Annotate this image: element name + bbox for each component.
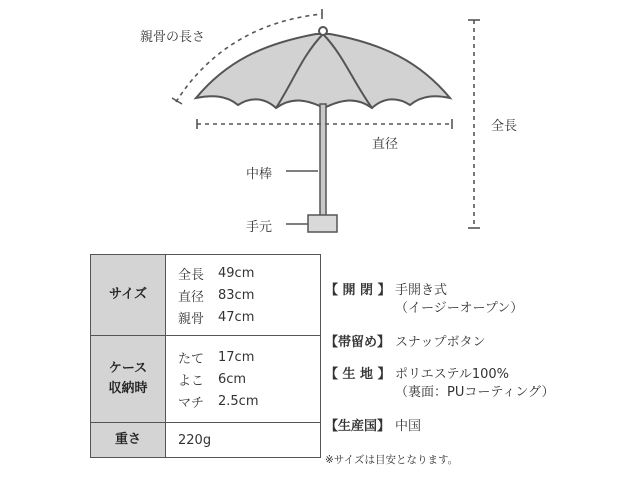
case-values (166, 336, 321, 423)
info-fabric-value: ポリエステル100% (395, 367, 509, 382)
case-header-line2: 収納時 (108, 381, 148, 396)
weight-value: 220g (166, 423, 321, 458)
umbrella-tip (319, 27, 327, 35)
info-fabric-value-2: （裏面：PUコーティング） (395, 385, 555, 400)
spec-value: 47cm (218, 309, 255, 325)
spec-table (90, 254, 321, 458)
umbrella-shaft (320, 104, 326, 216)
spec-key: 直径 (178, 289, 205, 305)
spec-key: 全長 (178, 267, 205, 283)
info-strap-label: 【帯留め】 (325, 335, 391, 350)
info-origin-label: 【生産国】 (325, 419, 391, 434)
size-section (91, 255, 321, 336)
info-opening-value-2: （イージーオープン） (395, 301, 524, 316)
spec-key: よこ (178, 373, 205, 389)
weight-header: 重さ (91, 423, 166, 458)
rib-length-label: 親骨の長さ (140, 30, 206, 45)
spec-row (178, 346, 320, 368)
spec-value: 17cm (218, 349, 255, 365)
spec-value: 2.5cm (218, 393, 259, 409)
shaft-label: 中棒 (246, 167, 273, 182)
umbrella-canopy (196, 34, 450, 108)
info-opening-value: 手開き式 (395, 283, 448, 298)
case-header (91, 336, 166, 423)
total-length-label: 全長 (491, 119, 518, 134)
spec-key: 親骨 (178, 311, 205, 327)
spec-row (178, 368, 320, 390)
umbrella-handle (308, 215, 337, 232)
info-strap-value: スナップボタン (395, 335, 486, 350)
info-fabric-label: 【 生 地 】 (325, 367, 391, 382)
spec-key: マチ (178, 395, 205, 411)
handle-label: 手元 (246, 220, 273, 235)
spec-value: 6cm (218, 371, 247, 387)
case-section (91, 336, 321, 423)
size-note: ※サイズは目安となります。 (325, 454, 459, 466)
diameter-label: 直径 (372, 137, 399, 152)
info-origin-value: 中国 (395, 419, 422, 434)
spec-row (178, 306, 320, 328)
size-header: サイズ (91, 255, 166, 336)
spec-value: 83cm (218, 287, 255, 303)
size-values (166, 255, 321, 336)
spec-row (178, 262, 320, 284)
spec-key: たて (178, 351, 205, 367)
spec-row (178, 390, 320, 412)
spec-value: 49cm (218, 265, 255, 281)
weight-section (91, 423, 321, 458)
info-opening-label: 【 開 閉 】 (325, 283, 391, 298)
case-header-line1: ケース (108, 361, 148, 376)
spec-row (178, 284, 320, 306)
